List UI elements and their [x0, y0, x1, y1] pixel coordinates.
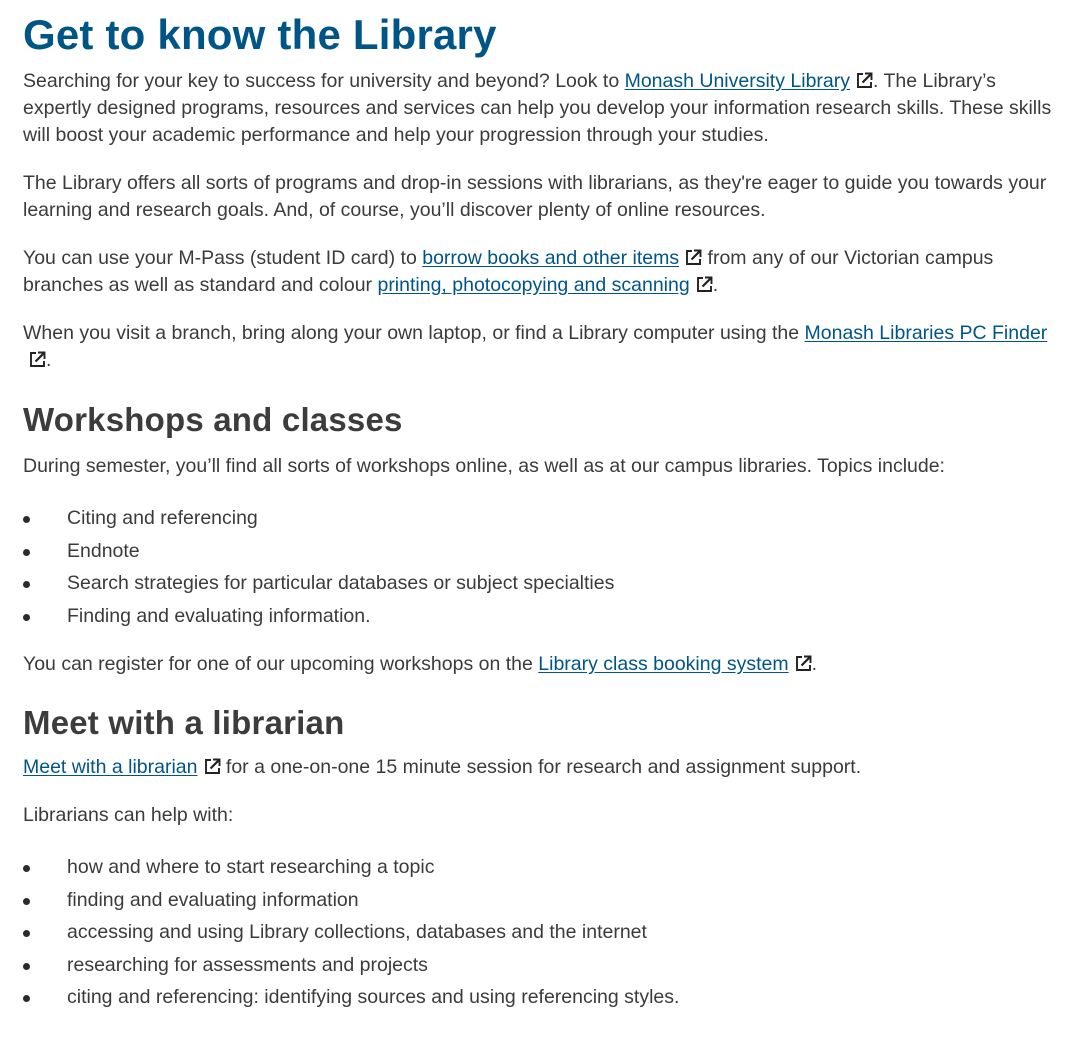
visit-paragraph: [23, 320, 1057, 374]
meet-librarian-heading: Meet with a librarian: [23, 704, 345, 741]
monash-library-link-text: Monash University Library: [624, 70, 850, 92]
list-item: [23, 567, 1057, 600]
mpass-text-after: .: [712, 274, 719, 296]
bullet-icon: [23, 898, 30, 905]
intro-text-before: Searching for your key to success for university and beyond? Look to: [23, 70, 625, 92]
intro-text-after: . The Library’s expertly designed programs, resources and services can help you develop your information research skills. These skills will boost your academic performance and help your progression through your studies.: [23, 70, 1052, 146]
printing-link-text: printing, photocopying and scanning: [377, 274, 690, 296]
monash-library-link[interactable]: [625, 70, 850, 92]
bullet-icon: [23, 930, 30, 937]
mpass-text-between: from any of our Victorian campus branches as well as standard and colour: [23, 247, 994, 296]
programs-paragraph: The Library offers all sorts of programs and drop-in sessions with librarians, as they're eager to guide you towards your learning and research goals. And, of course, you’ll discover plenty of online resources.: [23, 172, 1047, 221]
librarian-help-list: [23, 851, 1057, 1014]
librarians-help-intro: Librarians can help with:: [23, 804, 234, 826]
external-link-icon: [204, 758, 221, 775]
external-link-icon: [795, 655, 812, 672]
list-item-text: Finding and evaluating information.: [67, 604, 371, 627]
bullet-icon: [23, 549, 30, 556]
visit-text-before: When you visit a branch, bring along your own laptop, or find a Library computer using the: [23, 322, 805, 344]
meet-librarian-text-after: for a one-on-one 15 minute session for research and assignment support.: [220, 756, 862, 778]
borrow-books-link[interactable]: [422, 247, 679, 269]
bullet-icon: [23, 581, 30, 588]
meet-librarian-link[interactable]: [23, 756, 198, 778]
list-item: [23, 884, 1057, 917]
register-text-before: You can register for one of our upcoming workshops on the: [23, 653, 539, 675]
workshops-intro: During semester, you’ll find all sorts of workshops online, as well as at our campus libraries. Topics include:: [23, 455, 945, 477]
list-item: [23, 502, 1057, 535]
bullet-icon: [23, 995, 30, 1002]
list-item: [23, 600, 1057, 633]
bullet-icon: [23, 516, 30, 523]
external-link-icon: [696, 276, 713, 293]
meet-librarian-paragraph: [23, 754, 1057, 781]
list-item-text: how and where to start researching a topic: [67, 856, 435, 878]
pc-finder-link[interactable]: [805, 322, 1048, 344]
meet-librarian-link-text: Meet with a librarian: [23, 756, 198, 778]
list-item: [23, 916, 1057, 949]
printing-link[interactable]: [377, 274, 689, 296]
register-text-after: .: [811, 653, 818, 675]
class-booking-link[interactable]: [538, 653, 788, 675]
list-item: [23, 949, 1057, 982]
external-link-icon: [29, 351, 46, 368]
visit-text-after: .: [46, 349, 52, 371]
workshops-heading: Workshops and classes: [23, 401, 403, 438]
borrow-books-link-text: borrow books and other items: [422, 247, 680, 269]
class-booking-link-text: Library class booking system: [538, 653, 789, 675]
list-item-text: researching for assessments and projects: [67, 953, 428, 976]
list-item-text: citing and referencing: identifying sources and using referencing styles.: [67, 986, 680, 1008]
page-title: Get to know the Library: [23, 11, 497, 58]
list-item: [23, 851, 1057, 884]
mpass-paragraph: [23, 245, 1057, 299]
list-item: [23, 535, 1057, 568]
register-paragraph: [23, 651, 1057, 678]
external-link-icon: [685, 249, 702, 266]
bullet-icon: [23, 614, 30, 621]
external-link-icon: [856, 72, 873, 89]
list-item-text: Citing and referencing: [67, 507, 258, 529]
mpass-text-before: You can use your M-Pass (student ID card) to: [23, 247, 423, 269]
bullet-icon: [23, 963, 30, 970]
bullet-icon: [23, 865, 30, 872]
list-item-text: Endnote: [67, 539, 140, 562]
pc-finder-link-text: Monash Libraries PC Finder: [804, 322, 1048, 344]
list-item-text: accessing and using Library collections, databases and the internet: [67, 921, 647, 943]
list-item-text: finding and evaluating information: [67, 888, 359, 911]
intro-paragraph: [23, 68, 1057, 149]
list-item: [23, 981, 1057, 1014]
list-item-text: Search strategies for particular databases or subject specialties: [67, 572, 615, 594]
workshops-topic-list: [23, 502, 1057, 632]
